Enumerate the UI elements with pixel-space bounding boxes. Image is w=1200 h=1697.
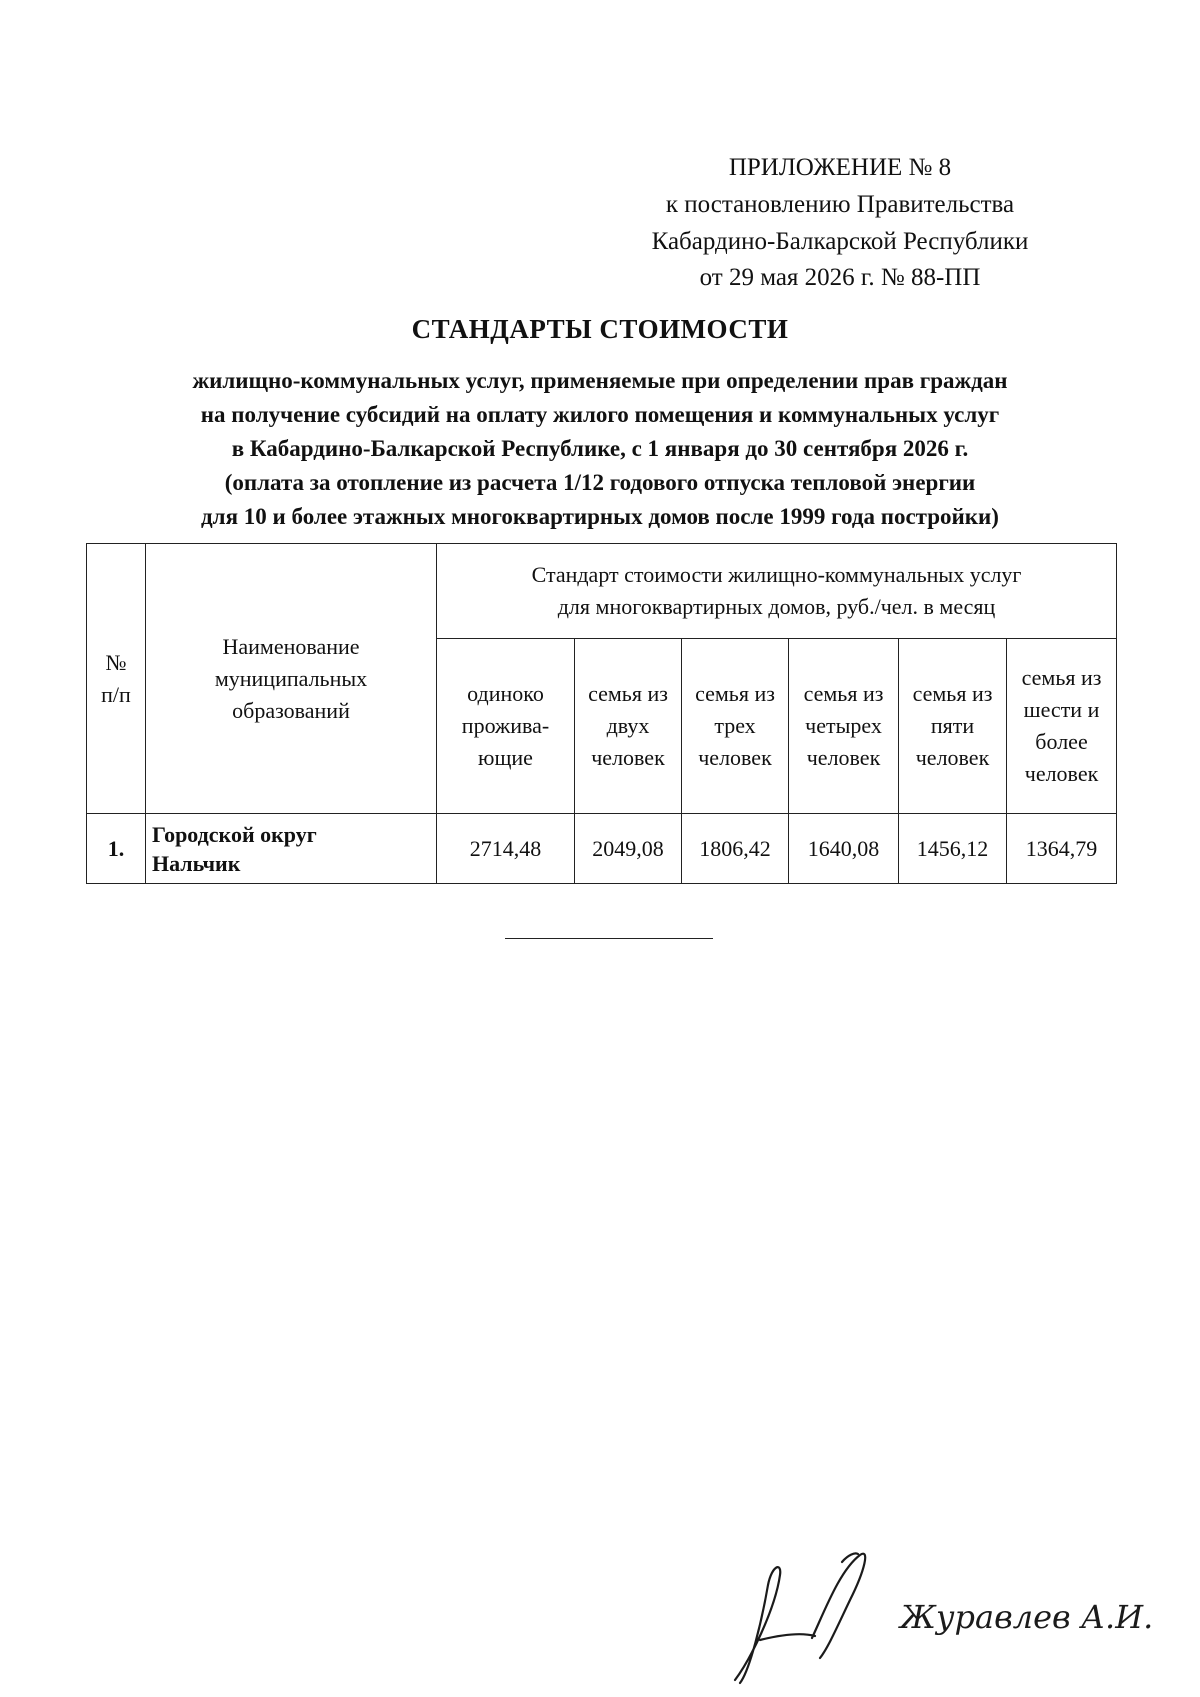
- value-six-plus: 1364,79: [1007, 814, 1117, 884]
- appendix-date-text: от 29 мая 2026 г. № 88-ПП: [699, 264, 981, 291]
- header-col-five: [899, 639, 1007, 814]
- header-col-four: [789, 639, 899, 814]
- appendix-reference-text: к постановлению Правительства: [665, 191, 1015, 218]
- header-col-five-line-3: человек: [915, 745, 990, 770]
- row-name-line-2: Нальчик: [152, 850, 241, 876]
- header-col-five-line-1: семья из: [912, 681, 993, 706]
- row-name-cell: [146, 814, 437, 884]
- subtitle-line-5: для 10 и более этажных многоквартирных домов после 1999 года постройки): [201, 504, 999, 529]
- row-number-cell: 1.: [87, 814, 146, 884]
- header-col-three: [682, 639, 789, 814]
- value-single: 2714,48: [437, 814, 575, 884]
- header-col-two: [575, 639, 682, 814]
- signature-name: Журавлев А.И.: [900, 1598, 1154, 1636]
- header-col-three-line-2: трех: [714, 713, 756, 738]
- appendix-government-line: [600, 229, 1080, 254]
- header-group-cell: [437, 544, 1117, 639]
- appendix-heading: [600, 155, 1080, 180]
- header-name-cell: [146, 544, 437, 814]
- signature-mark: [720, 1540, 1190, 1690]
- header-col-two-line-2: двух: [606, 713, 650, 738]
- header-col-four-line-2: четырех: [805, 713, 882, 738]
- header-col-single-line-1: одиноко: [467, 681, 544, 706]
- signature: [720, 1540, 1190, 1695]
- header-col-two-line-1: семья из: [588, 681, 668, 706]
- header-col-two-line-3: человек: [591, 745, 665, 770]
- subtitle-line-1: жилищно-коммунальных услуг, применяемые при определении прав граждан: [192, 368, 1008, 393]
- subtitle-line-3: в Кабардино-Балкарской Республике, с 1 января до 30 сентября 2026 г.: [231, 436, 969, 461]
- table-header-row-1: [87, 544, 1117, 639]
- header-col-single-line-2: прожива-: [461, 713, 550, 738]
- header-col-single-line-3: ющие: [478, 745, 533, 770]
- header-col-three-line-3: человек: [698, 745, 772, 770]
- header-col-three-line-1: семья из: [695, 681, 775, 706]
- value-two: 2049,08: [575, 814, 682, 884]
- header-col-four-line-1: семья из: [803, 681, 884, 706]
- header-col-four-line-3: человек: [806, 745, 881, 770]
- value-four: 1640,08: [789, 814, 899, 884]
- value-five: 1456,12: [899, 814, 1007, 884]
- header-num-cell: [87, 544, 146, 814]
- header-col-six-plus-line-2: шести и: [1023, 697, 1100, 722]
- header-name-line-3: образований: [232, 697, 350, 723]
- row-name-line-1: Городской округ: [152, 821, 317, 847]
- header-name-line-1: Наименование: [222, 633, 360, 659]
- appendix-government-text: Кабардино-Балкарской Республики: [651, 228, 1029, 255]
- appendix-reference-line: [600, 192, 1080, 217]
- header-col-six-plus-line-4: человек: [1024, 761, 1099, 786]
- header-col-five-line-2: пяти: [930, 713, 975, 738]
- document-title: СТАНДАРТЫ СТОИМОСТИ: [411, 314, 789, 344]
- subtitle-line-4: (оплата за отопление из расчета 1/12 годового отпуска тепловой энергии: [224, 470, 976, 495]
- table-row: [87, 814, 1117, 884]
- header-group-line-1: Стандарт стоимости жилищно-коммунальных услуг: [531, 562, 1022, 587]
- subtitle-line-2: на получение субсидий на оплату жилого помещения и коммунальных услуг: [200, 402, 1000, 427]
- header-num-label: п/п: [101, 681, 131, 707]
- header-name-line-2: муниципальных: [214, 665, 368, 691]
- header-num-symbol: №: [105, 649, 127, 675]
- appendix-date-line: [600, 265, 1080, 290]
- appendix-number: ПРИЛОЖЕНИЕ № 8: [728, 154, 952, 181]
- header-col-single: [437, 639, 575, 814]
- value-three: 1806,42: [682, 814, 789, 884]
- header-col-six-plus-line-3: более: [1035, 729, 1088, 754]
- header-col-six-plus-line-1: семья из: [1021, 665, 1102, 690]
- header-group-line-2: для многоквартирных домов, руб./чел. в месяц: [557, 594, 996, 619]
- cost-standards-table: [86, 543, 1117, 884]
- header-col-six-plus: [1007, 639, 1117, 814]
- closing-rule: [505, 938, 713, 939]
